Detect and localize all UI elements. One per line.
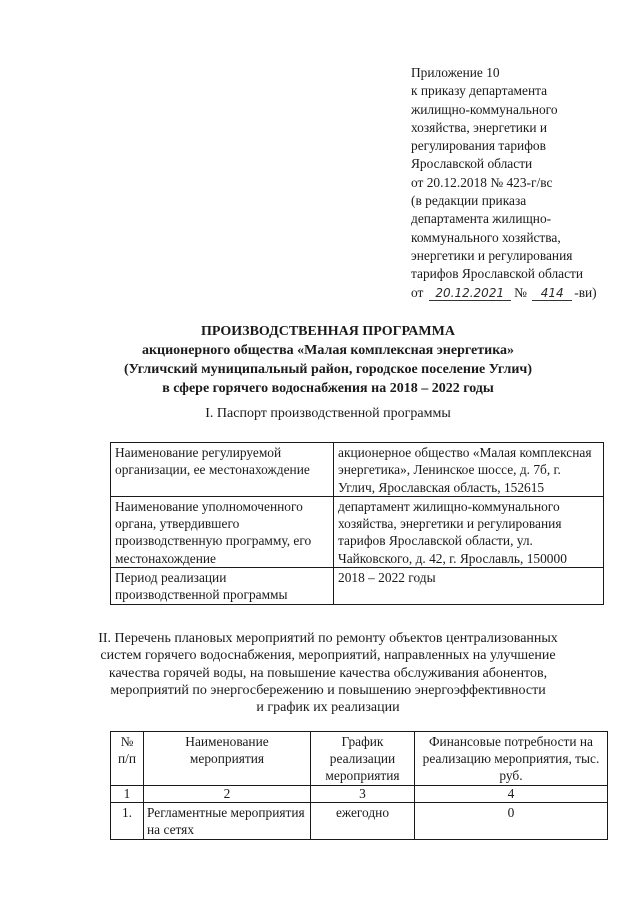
- appendix-order-line: [411, 284, 621, 302]
- appendix-block: [411, 64, 621, 302]
- appendix-line: Ярославской области: [411, 156, 533, 172]
- column-number: 4: [415, 786, 608, 803]
- section2-line: и график их реализации: [256, 700, 400, 716]
- table-header-row: [111, 732, 608, 786]
- order-number-sign: №: [514, 284, 527, 300]
- section1-heading: I. Паспорт производственной программы: [205, 406, 451, 421]
- appendix-line: регулирования тарифов: [411, 138, 546, 154]
- column-number: 2: [144, 786, 311, 803]
- order-prefix: от: [411, 284, 424, 300]
- appendix-line: департамента жилищно-: [411, 211, 552, 227]
- appendix-line: жилищно-коммунального: [411, 101, 558, 117]
- section2-line: мероприятий по энергосбережению и повышению энергоэффективности: [110, 682, 546, 698]
- title-line: в сфере горячего водоснабжения на 2018 – 2022 годы: [162, 381, 494, 396]
- passport-label: Наименование уполномоченного органа, утвердившего производственную программу, его местонахождение: [111, 496, 334, 567]
- handwritten-order-number: 414: [532, 287, 572, 301]
- table-row: [111, 803, 608, 840]
- title-line: ПРОИЗВОДСТВЕННАЯ ПРОГРАММА: [201, 324, 455, 339]
- appendix-line: от 20.12.2018 № 423-г/вс: [411, 174, 553, 190]
- appendix-line: коммунального хозяйства,: [411, 229, 561, 245]
- passport-label: Наименование регулируемой организации, ее местонахождение: [111, 443, 334, 497]
- appendix-line: энергетики и регулирования: [411, 247, 573, 263]
- appendix-line: хозяйства, энергетики и: [411, 119, 548, 135]
- section2-line: качества горячей воды, на повышение качества обслуживания абонентов,: [108, 665, 548, 681]
- row-name: Регламентные мероприятия на сетях: [144, 803, 311, 840]
- header-name: Наименование мероприятия: [144, 732, 311, 786]
- section2-heading: [40, 630, 616, 716]
- section2-line: II. Перечень плановых мероприятий по ремонту объектов централизованных: [98, 631, 558, 646]
- passport-label: Период реализации производственной программы: [111, 568, 334, 605]
- measures-table: [110, 731, 608, 840]
- title-line: (Угличский муниципальный район, городское поселение Углич): [123, 362, 532, 377]
- document-title: [40, 322, 616, 398]
- table-row: [111, 443, 604, 497]
- column-number: 1: [111, 786, 144, 803]
- appendix-line: к приказу департамента: [411, 83, 548, 99]
- header-schedule: График реализации мероприятия: [311, 732, 415, 786]
- table-row: [111, 496, 604, 567]
- passport-value: департамент жилищно-коммунального хозяйства, энергетики и регулирования тарифов Ярославской области, ул. Чайковского, д. 42, г. Ярославль, 150000: [334, 496, 604, 567]
- title-line: акционерного общества «Малая комплексная энергетика»: [141, 343, 515, 358]
- appendix-line: (в редакции приказа: [411, 193, 527, 209]
- column-number: 3: [311, 786, 415, 803]
- column-number-row: [111, 786, 608, 803]
- passport-table: [110, 442, 604, 605]
- header-num: № п/п: [111, 732, 144, 786]
- row-schedule: ежегодно: [311, 803, 415, 840]
- table-row: [111, 568, 604, 605]
- row-cost: 0: [415, 803, 608, 840]
- header-cost: Финансовые потребности на реализацию мероприятия, тыс. руб.: [415, 732, 608, 786]
- order-suffix: -ви): [574, 284, 597, 300]
- row-num: 1.: [111, 803, 144, 840]
- passport-value: акционерное общество «Малая комплексная энергетика», Ленинское шоссе, д. 7б, г. Углич, Ярославская область, 152615: [334, 443, 604, 497]
- appendix-line: тарифов Ярославской области: [411, 266, 584, 282]
- handwritten-order-date: 20.12.2021: [429, 287, 511, 301]
- passport-value: 2018 – 2022 годы: [334, 568, 604, 605]
- section2-line: систем горячего водоснабжения, мероприятий, направленных на улучшение: [100, 648, 556, 664]
- appendix-line: Приложение 10: [411, 65, 500, 80]
